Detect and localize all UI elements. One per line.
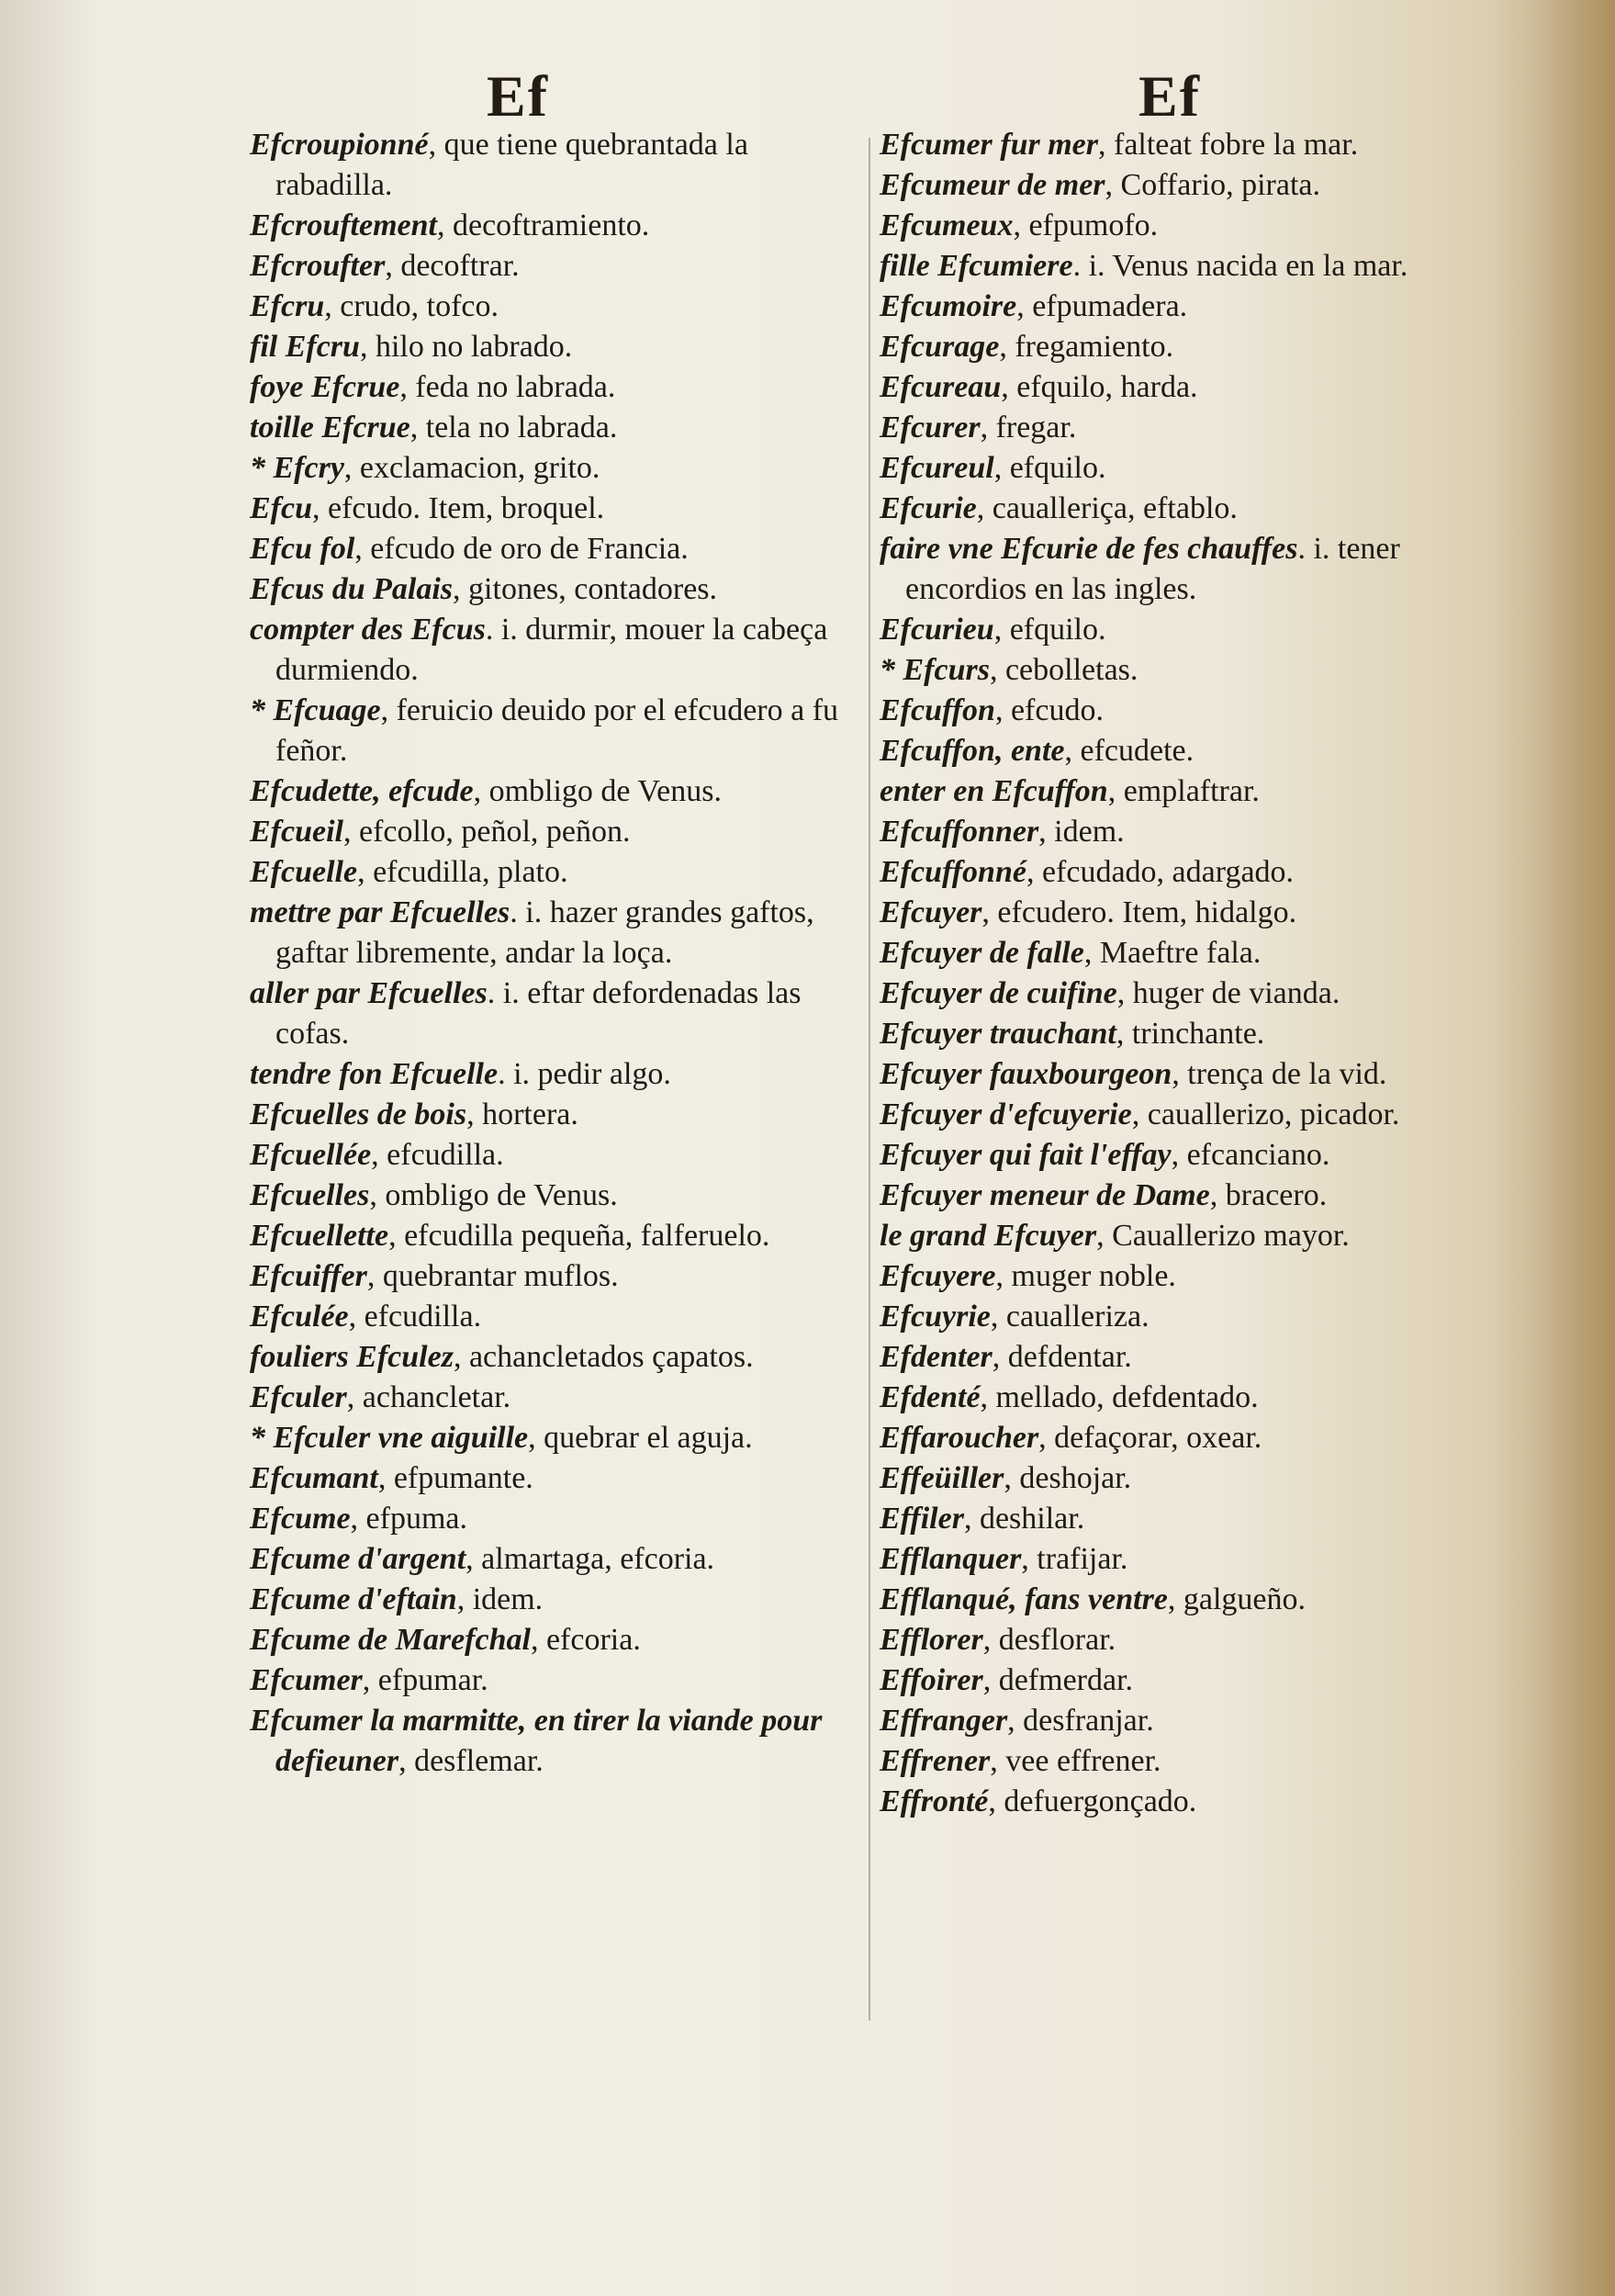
entry-headword: foye Efcrue	[250, 370, 400, 404]
entry-definition: , efcudilla, plato.	[357, 855, 568, 889]
dictionary-entry	[880, 1660, 1476, 1701]
dictionary-entry	[250, 1499, 856, 1539]
dictionary-entry	[250, 1378, 856, 1418]
entry-headword: Efcureau	[880, 370, 1002, 404]
entry-definition: , efcudo.	[994, 693, 1104, 727]
entry-headword: Effaroucher	[880, 1421, 1039, 1455]
entry-headword: Efcuyer de cuifine	[880, 976, 1117, 1010]
dictionary-entry	[250, 1660, 856, 1701]
dictionary-entry	[880, 893, 1476, 933]
dictionary-entry	[880, 1135, 1476, 1176]
entry-headword: Efcumant	[250, 1461, 378, 1495]
dictionary-entry	[250, 1297, 856, 1337]
entry-definition: . i. hazer grandes gaftos, gaftar libremente, andar la loça.	[275, 895, 814, 970]
dictionary-entry	[880, 1337, 1476, 1378]
entry-definition: , falteat fobre la mar.	[1098, 128, 1359, 162]
entry-headword: Efculée	[250, 1300, 349, 1334]
dictionary-entry	[250, 1095, 856, 1135]
entry-definition: , cebolletas.	[989, 653, 1138, 687]
page-edge-shadow	[1532, 0, 1615, 2296]
entry-headword: * Efcuage	[250, 693, 381, 727]
entry-headword: tendre fon Efcuelle	[250, 1057, 499, 1091]
entry-headword: Efcuffonné	[880, 855, 1026, 889]
entry-headword: fille Efcumiere	[880, 249, 1073, 283]
dictionary-entry	[250, 852, 856, 893]
dictionary-entry	[880, 448, 1476, 489]
dictionary-entry	[880, 1378, 1476, 1418]
dictionary-entry	[250, 206, 856, 246]
dictionary-entry	[250, 1418, 856, 1458]
entry-headword: Efcuyrie	[880, 1300, 991, 1334]
dictionary-entry	[880, 206, 1476, 246]
entry-headword: Efcumeux	[880, 208, 1014, 242]
entry-headword: Efcu	[250, 491, 312, 525]
entry-definition: , efquilo.	[993, 451, 1106, 485]
entry-headword: Efcume d'argent	[250, 1542, 466, 1576]
dictionary-entry	[250, 246, 856, 287]
entry-definition: , Coffario, pirata.	[1105, 168, 1321, 202]
dictionary-entry	[250, 1458, 856, 1499]
entry-headword: * Efculer vne aiguille	[250, 1421, 529, 1455]
entry-definition: , tela no labrada.	[409, 411, 618, 445]
entry-definition: , efcudilla pequeña, falferuelo.	[388, 1219, 770, 1253]
entry-definition: , bracero.	[1209, 1178, 1328, 1212]
entry-headword: Efcuyer fauxbourgeon	[880, 1057, 1172, 1091]
dictionary-entry	[250, 1176, 856, 1216]
dictionary-entry	[880, 1054, 1476, 1095]
entry-definition: , hilo no labrado.	[359, 330, 573, 364]
entry-definition: , decoftrar.	[385, 249, 520, 283]
dictionary-entry	[880, 1539, 1476, 1580]
dictionary-entry	[250, 1216, 856, 1256]
entry-definition: , feda no labrada.	[399, 370, 616, 404]
dictionary-entry	[250, 489, 856, 529]
running-head-right: Ef	[1138, 63, 1201, 129]
entry-definition: , efcudero. Item, hidalgo.	[981, 895, 1297, 929]
entry-headword: Efcume de Marefchal	[250, 1623, 531, 1657]
entry-definition: , gitones, contadores.	[453, 572, 718, 606]
dictionary-entry	[880, 489, 1476, 529]
dictionary-entry	[880, 1580, 1476, 1620]
dictionary-entry	[880, 691, 1476, 731]
entry-definition: , fregamiento.	[999, 330, 1174, 364]
entry-definition: , mellado, defdentado.	[980, 1380, 1259, 1414]
entry-headword: Efcurieu	[880, 613, 994, 647]
entry-definition: , quebrantar muflos.	[366, 1259, 619, 1293]
entry-definition: , desflemar.	[398, 1744, 544, 1778]
dictionary-entry	[880, 1216, 1476, 1256]
entry-headword: faire vne Efcurie de fes chauffes	[880, 532, 1298, 566]
running-head-left: Ef	[487, 63, 549, 129]
entry-definition: , efpuma.	[350, 1502, 467, 1536]
entry-definition: , deshojar.	[1004, 1461, 1132, 1495]
entry-definition: , achancletar.	[346, 1380, 511, 1414]
entry-headword: Efcureul	[880, 451, 994, 485]
dictionary-entry	[880, 327, 1476, 367]
dictionary-entry	[250, 1054, 856, 1095]
dictionary-entry	[250, 812, 856, 852]
entry-headword: Efcurie	[880, 491, 977, 525]
entry-definition: , trinchante.	[1116, 1017, 1265, 1051]
entry-headword: Effiler	[880, 1502, 964, 1536]
entry-headword: Effrener	[880, 1744, 991, 1778]
entry-headword: fil Efcru	[250, 330, 360, 364]
entry-definition: , galgueño.	[1167, 1582, 1307, 1616]
dictionary-entry	[250, 691, 856, 771]
entry-headword: Efcroufter	[250, 249, 386, 283]
dictionary-entry	[880, 771, 1476, 812]
entry-definition: , decoftramiento.	[436, 208, 650, 242]
entry-headword: Efcuffon, ente	[880, 734, 1065, 768]
entry-headword: Efcumer	[250, 1663, 363, 1697]
entry-headword: Efcuelle	[250, 855, 358, 889]
entry-definition: , hortera.	[466, 1097, 578, 1131]
dictionary-entry	[250, 1701, 856, 1782]
dictionary-entry	[880, 1256, 1476, 1297]
dictionary-entry	[250, 569, 856, 610]
entry-definition: . i. eftar defordenadas las cofas.	[275, 976, 802, 1051]
dictionary-entry	[880, 650, 1476, 691]
entry-headword: Effranger	[880, 1704, 1008, 1738]
dictionary-entry	[250, 771, 856, 812]
dictionary-entry	[250, 327, 856, 367]
entry-definition: , Maeftre fala.	[1083, 936, 1262, 970]
entry-definition: . i. pedir algo.	[498, 1057, 671, 1091]
entry-headword: Effoirer	[880, 1663, 983, 1697]
entry-definition: , fregar.	[980, 411, 1077, 445]
right-column	[880, 125, 1476, 1822]
entry-headword: Efcu fol	[250, 532, 355, 566]
entry-headword: Efcueil	[250, 815, 343, 849]
entry-definition: , almartaga, efcoria.	[465, 1542, 715, 1576]
entry-headword: Efcuiffer	[250, 1259, 367, 1293]
entry-headword: Efcudette, efcude	[250, 774, 474, 808]
entry-definition: , efcudado, adargado.	[1026, 855, 1295, 889]
dictionary-entry	[250, 610, 856, 691]
entry-headword: toille Efcrue	[250, 411, 410, 445]
entry-headword: Efcrouftement	[250, 208, 437, 242]
entry-definition: , efpumofo.	[1013, 208, 1159, 242]
entry-definition: , Cauallerizo mayor.	[1096, 1219, 1350, 1253]
entry-definition: , ombligo de Venus.	[369, 1178, 618, 1212]
dictionary-entry	[880, 974, 1476, 1014]
entry-definition: , ombligo de Venus.	[473, 774, 723, 808]
entry-definition: , efpumadera.	[1016, 289, 1188, 323]
entry-definition: , muger noble.	[995, 1259, 1176, 1293]
entry-definition: , efcudilla.	[348, 1300, 482, 1334]
entry-definition: , idem.	[1038, 815, 1125, 849]
dictionary-entry	[880, 812, 1476, 852]
entry-headword: Efflanqué, fans ventre	[880, 1582, 1168, 1616]
entry-headword: Efdenté	[880, 1380, 981, 1414]
dictionary-entry	[250, 529, 856, 569]
entry-headword: Efculer	[250, 1380, 347, 1414]
dictionary-entry	[880, 1782, 1476, 1822]
dictionary-entry	[880, 1499, 1476, 1539]
dictionary-entry	[250, 893, 856, 974]
dictionary-entry	[880, 165, 1476, 206]
column-divider	[869, 138, 870, 2020]
entry-definition: , efquilo.	[993, 613, 1106, 647]
entry-headword: Efcuyer trauchant	[880, 1017, 1116, 1051]
dictionary-entry	[880, 125, 1476, 165]
entry-headword: Effronté	[880, 1784, 989, 1818]
entry-definition: , achancletados çapatos.	[453, 1340, 754, 1374]
entry-definition: , huger de vianda.	[1116, 976, 1340, 1010]
entry-headword: Efcurer	[880, 411, 981, 445]
entry-headword: Efcuyer d'efcuyerie	[880, 1097, 1132, 1131]
dictionary-entry	[880, 852, 1476, 893]
dictionary-entry	[880, 287, 1476, 327]
entry-headword: Efcuelles de bois	[250, 1097, 467, 1131]
entry-definition: . i. Venus nacida en la mar.	[1072, 249, 1408, 283]
entry-definition: , defmerdar.	[982, 1663, 1134, 1697]
dictionary-entry	[880, 933, 1476, 974]
entry-definition: , caualleriza.	[990, 1300, 1150, 1334]
entry-definition: , quebrar el aguja.	[528, 1421, 753, 1455]
entry-headword: Efcuffonner	[880, 815, 1039, 849]
entry-definition: , defaçorar, oxear.	[1038, 1421, 1262, 1455]
dictionary-entry	[880, 1176, 1476, 1216]
entry-headword: Efcuyer de falle	[880, 936, 1084, 970]
entry-definition: , efcudo de oro de Francia.	[354, 532, 689, 566]
entry-headword: Efflanquer	[880, 1542, 1022, 1576]
dictionary-entry	[250, 287, 856, 327]
entry-definition: , trença de la vid.	[1172, 1057, 1387, 1091]
entry-definition: , efcudilla.	[371, 1138, 504, 1172]
dictionary-entry	[880, 1458, 1476, 1499]
entry-definition: , idem.	[456, 1582, 544, 1616]
entry-definition: , desfranjar.	[1007, 1704, 1154, 1738]
entry-headword: Efcume	[250, 1502, 351, 1536]
entry-definition: , defuergonçado.	[988, 1784, 1197, 1818]
entry-headword: Efcuyer qui fait l'effay	[880, 1138, 1172, 1172]
entry-headword: compter des Efcus	[250, 613, 486, 647]
dictionary-entry	[250, 448, 856, 489]
entry-headword: mettre par Efcuelles	[250, 895, 510, 929]
entry-definition: , crudo, tofco.	[324, 289, 499, 323]
entry-headword: le grand Efcuyer	[880, 1219, 1097, 1253]
entry-headword: Efcroupionné	[250, 128, 429, 162]
entry-definition: . i. tener encordios en las ingles.	[905, 532, 1400, 606]
entry-headword: Efcus du Palais	[250, 572, 454, 606]
entry-definition: , efpumante.	[377, 1461, 533, 1495]
entry-definition: . i. durmir, mouer la cabeça durmiendo.	[275, 613, 828, 687]
dictionary-entry	[880, 610, 1476, 650]
entry-definition: , que tiene quebrantada la rabadilla.	[275, 128, 748, 202]
dictionary-entry	[250, 1337, 856, 1378]
dictionary-entry	[250, 1256, 856, 1297]
dictionary-entry	[880, 1418, 1476, 1458]
entry-definition: , efpumar.	[362, 1663, 488, 1697]
entry-headword: Efcuelles	[250, 1178, 370, 1212]
entry-headword: Efcumer fur mer	[880, 128, 1098, 162]
entry-definition: , feruicio deuido por el efcudero a fu feñor.	[275, 693, 839, 768]
dictionary-entry	[880, 731, 1476, 771]
entry-definition: , efcudete.	[1064, 734, 1194, 768]
dictionary-entry	[880, 1741, 1476, 1782]
entry-definition: , efcudo. Item, broquel.	[312, 491, 605, 525]
dictionary-entry	[880, 246, 1476, 287]
entry-headword: aller par Efcuelles	[250, 976, 488, 1010]
dictionary-entry	[250, 1539, 856, 1580]
entry-definition: , efcoria.	[530, 1623, 641, 1657]
entry-headword: Efcurage	[880, 330, 1000, 364]
entry-headword: Efcuyere	[880, 1259, 996, 1293]
entry-headword: Efflorer	[880, 1623, 983, 1657]
entry-headword: * Efcry	[250, 451, 344, 485]
entry-definition: , efcollo, peñol, peñon.	[342, 815, 631, 849]
dictionary-entry	[250, 974, 856, 1054]
dictionary-entry	[880, 367, 1476, 408]
entry-headword: Efcumeur de mer	[880, 168, 1105, 202]
dictionary-entry	[880, 1014, 1476, 1054]
entry-headword: Effeüiller	[880, 1461, 1004, 1495]
entry-headword: * Efcurs	[880, 653, 990, 687]
entry-headword: Efcru	[250, 289, 325, 323]
entry-headword: Efcumer la marmitte, en tirer la viande pour defieuner	[250, 1704, 823, 1778]
entry-headword: Efcuellée	[250, 1138, 372, 1172]
dictionary-entry	[880, 1297, 1476, 1337]
entry-headword: Efcumoire	[880, 289, 1017, 323]
entry-headword: Efcume d'eftain	[250, 1582, 457, 1616]
entry-headword: Efcuyer meneur de Dame	[880, 1178, 1210, 1212]
dictionary-entry	[250, 1620, 856, 1660]
entry-definition: , desflorar.	[982, 1623, 1116, 1657]
entry-definition: , trafijar.	[1021, 1542, 1128, 1576]
entry-definition: , caualleriça, eftablo.	[976, 491, 1238, 525]
entry-definition: , efcanciano.	[1171, 1138, 1330, 1172]
entry-definition: , cauallerizo, picador.	[1131, 1097, 1400, 1131]
entry-headword: Efcuyer	[880, 895, 982, 929]
dictionary-entry	[250, 1135, 856, 1176]
dictionary-entry	[880, 1620, 1476, 1660]
dictionary-entry	[880, 1701, 1476, 1741]
dictionary-entry	[250, 408, 856, 448]
entry-definition: , efquilo, harda.	[1001, 370, 1198, 404]
entry-definition: , emplaftrar.	[1107, 774, 1260, 808]
dictionary-entry	[250, 1580, 856, 1620]
entry-headword: Efcuellette	[250, 1219, 389, 1253]
dictionary-entry	[250, 367, 856, 408]
entry-headword: fouliers Efculez	[250, 1340, 454, 1374]
dictionary-entry	[250, 125, 856, 206]
dictionary-entry	[880, 408, 1476, 448]
entry-headword: enter en Efcuffon	[880, 774, 1108, 808]
entry-definition: , vee effrener.	[990, 1744, 1161, 1778]
entry-definition: , deshilar.	[963, 1502, 1085, 1536]
entry-definition: , defdentar.	[992, 1340, 1132, 1374]
dictionary-entry	[880, 1095, 1476, 1135]
entry-headword: Efdenter	[880, 1340, 993, 1374]
left-column	[250, 125, 856, 1782]
entry-headword: Efcuffon	[880, 693, 995, 727]
dictionary-entry	[880, 529, 1476, 610]
entry-definition: , exclamacion, grito.	[343, 451, 600, 485]
